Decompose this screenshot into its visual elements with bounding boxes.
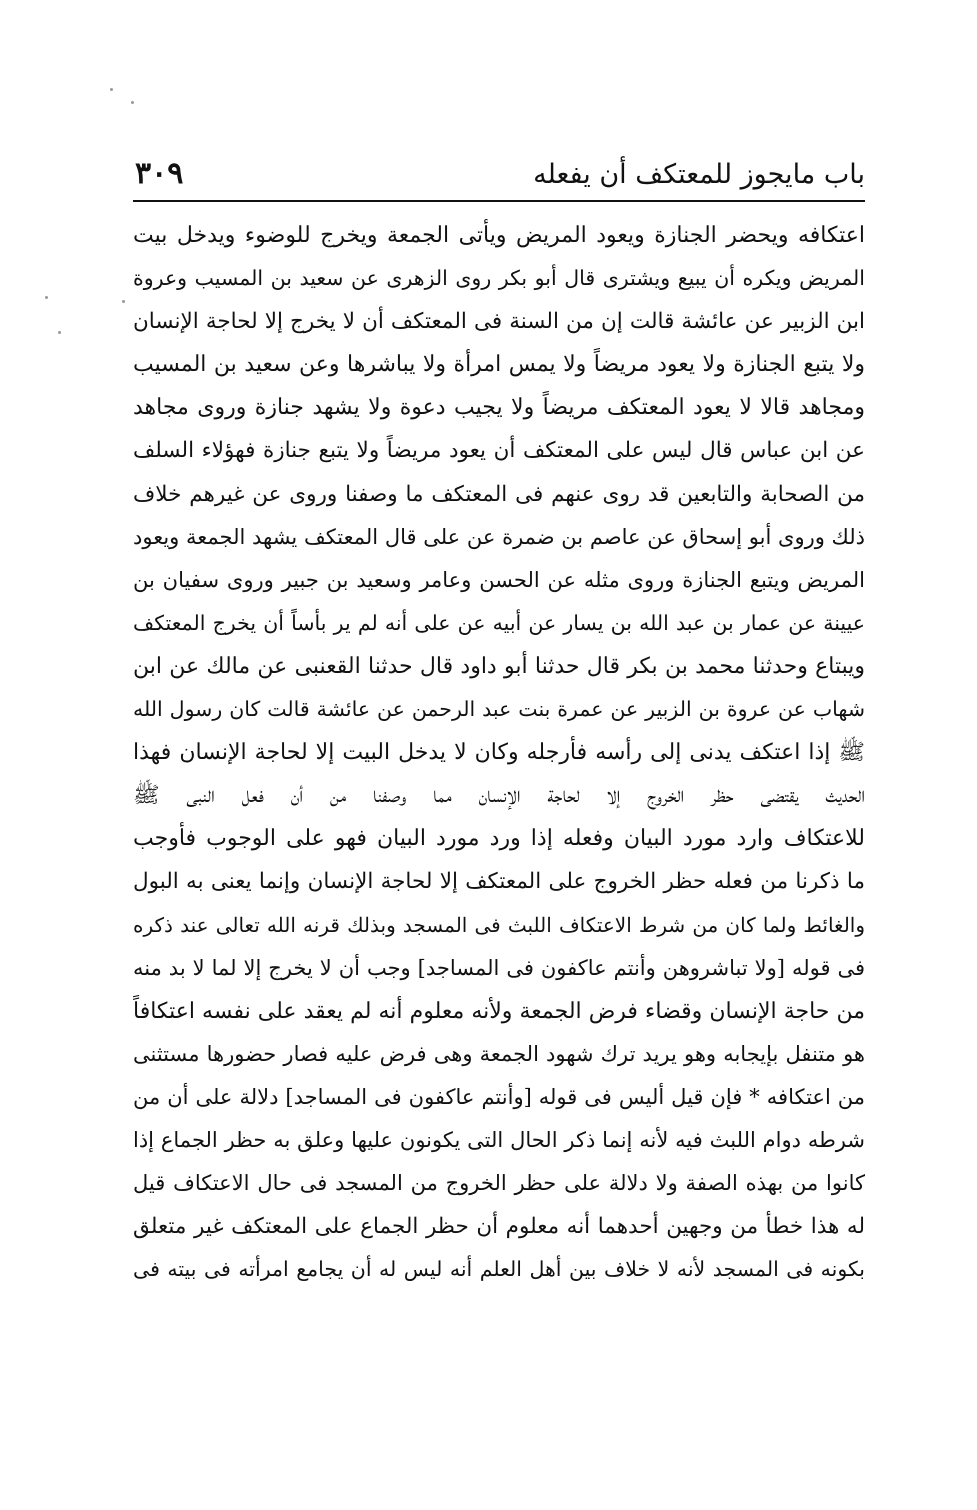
- text-line: ما ذكرنا من فعله حظر الخروج على المعتكف إلا لحاجة الإنسان وإنما يعنى به البول: [133, 869, 865, 895]
- text-line: هو متنفل بإيجابه وهو يريد ترك شهود الجمعة وهى فرض عليه فصار حضورها مستثنى: [133, 1041, 865, 1066]
- text-line: شرطه دوام اللبث فيه لأنه إنما ذكر الحال التى يكونون عليها وعلق به حظر الجماع إذا: [133, 1127, 865, 1152]
- text-line: ﷺ إذا اعتكف يدنى إلى رأسه فأرجله وكان لا يدخل البيت إلا لحاجة الإنسان فهذا: [133, 740, 865, 766]
- text-line: فى قوله [ولا تباشروهن وأنتم عاكفون فى المساجد] وجب أن لا يخرج إلا لما لا بد منه: [133, 955, 865, 980]
- text-line: كانوا من بهذه الصفة ولا دلالة على حظر الخروج من المسجد فى حال الاعتكاف قيل: [133, 1171, 865, 1196]
- text-line: المريض ويتبع الجنازة وروى مثله عن الحسن وعامر وسعيد بن جبير وروى سفيان بن: [133, 567, 865, 592]
- header-rule: [133, 200, 865, 202]
- text-line: من حاجة الإنسان وقضاء فرض الجمعة ولأنه معلوم أنه لم يعقد على نفسه اعتكافاً: [133, 998, 865, 1024]
- page-number: ٣٠٩: [135, 156, 184, 191]
- text-line: من اعتكافه * فإن قيل أليس فى قوله [وأنتم عاكفون فى المساجد] دلالة على أن من: [133, 1084, 865, 1109]
- text-line: ويبتاع وحدثنا محمد بن بكر قال حدثنا أبو داود قال حدثنا القعنبى عن مالك عن ابن: [133, 653, 865, 679]
- text-line: بكونه فى المسجد لأنه لا خلاف بين أهل العلم أنه ليس له أن يجامع امرأته فى بيته فى: [133, 1257, 865, 1282]
- scan-speck: [45, 296, 48, 299]
- text-line: ذلك وروى أبو إسحاق عن عاصم بن ضمرة عن على قال المعتكف يشهد الجمعة ويعود: [133, 524, 865, 549]
- text-line: ابن الزبير عن عائشة قالت إن من السنة فى المعتكف أن لا يخرج إلا لحاجة الإنسان: [133, 309, 865, 335]
- text-line: الحديث يقتضى حظر الخروج إلا لحاجة الإنسان مما وصفنا من أن فعل النبى ﷺ: [133, 783, 865, 809]
- chapter-title: باب مايجوز للمعتكف أن يفعله: [533, 159, 865, 190]
- body-text: [133, 214, 865, 1291]
- text-line: اعتكافه ويحضر الجنازة ويعود المريض ويأتى الجمعة ويخرج للوضوء ويدخل بيت: [133, 223, 865, 248]
- text-line: عيينة عن عمار بن عبد الله بن يسار عن أبيه عن على أنه لم ير بأساً أن يخرج المعتكف: [133, 610, 865, 635]
- text-line: ولا يتبع الجنازة ولا يعود مريضاً ولا يمس امرأة ولا يباشرها وعن سعيد بن المسيب: [133, 352, 865, 378]
- text-line: والغائط ولما كان من شرط الاعتكاف اللبث فى المسجد وبذلك قرنه الله تعالى عند ذكره: [133, 912, 865, 937]
- scan-speck: [110, 88, 113, 91]
- text-line: عن ابن عباس قال ليس على المعتكف أن يعود مريضاً ولا يتبع جنازة فهؤلاء السلف: [133, 438, 865, 464]
- scan-speck: [122, 300, 125, 303]
- text-line: ومجاهد قالا لا يعود المعتكف مريضاً ولا يجيب دعوة ولا يشهد جنازة وروى مجاهد: [133, 395, 865, 421]
- text-line: للاعتكاف وارد مورد البيان وفعله إذا ورد مورد البيان فهو على الوجوب فأوجب: [133, 826, 865, 852]
- text-line: شهاب عن عروة بن الزبير عن عمرة بنت عبد الرحمن عن عائشة قالت كان رسول الله: [133, 697, 865, 722]
- running-header: [133, 152, 865, 198]
- text-line: من الصحابة والتابعين قد روى عنهم فى المعتكف ما وصفنا وروى عن غيرهم خلاف: [133, 481, 865, 507]
- text-line: له هذا خطأ من وجهين أحدهما أنه معلوم أن حظر الجماع على المعتكف غير متعلق: [133, 1214, 865, 1240]
- scan-speck: [131, 101, 134, 104]
- scan-speck: [58, 331, 61, 334]
- text-line: المريض ويكره أن يبيع ويشترى قال أبو بكر روى الزهرى عن سعيد بن المسيب وعروة: [133, 266, 865, 291]
